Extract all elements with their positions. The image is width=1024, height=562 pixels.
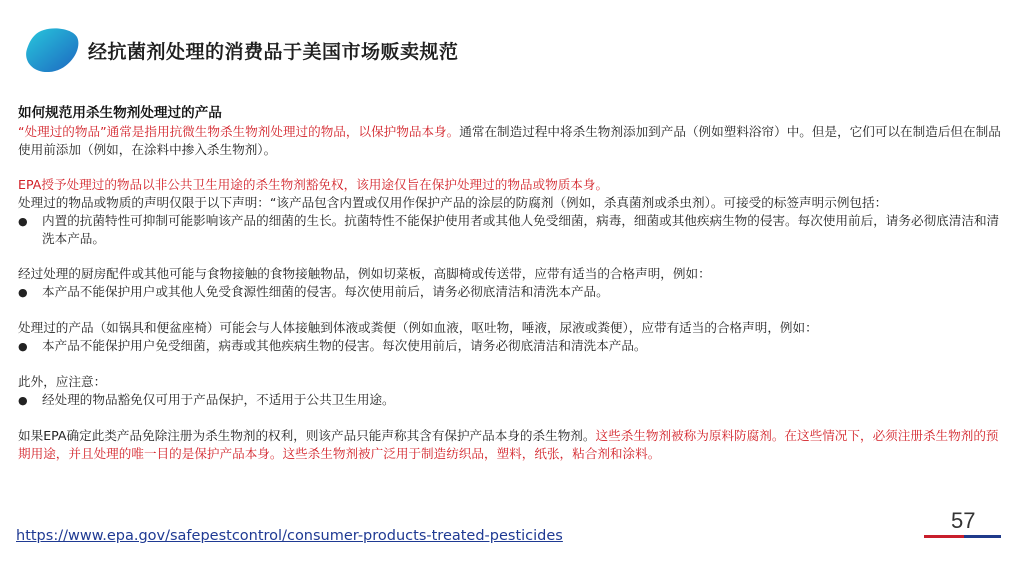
paragraph-definition [18, 123, 1008, 159]
section-heading: 如何规范用杀生物剂处理过的产品 [18, 105, 222, 121]
blob-logo-icon [25, 27, 79, 73]
paragraph-body-contact: 处理过的产品（如锅具和便盆座椅）可能会与人体接触到体液或粪便（例如血液，呕吐物，唾液，尿液或粪便），应带有适当的合格声明，例如： [18, 320, 818, 335]
paragraph-note: 此外，应注意： [18, 374, 107, 389]
bullet-text: 本产品不能保护用户免受细菌，病毒或其他疾病生物的侵害。每次使用前后，请务必彻底清洁和清洗本产品。 [42, 338, 647, 353]
document-body [18, 104, 1008, 463]
bullet-item [18, 337, 1008, 356]
bullet-item [18, 391, 1008, 410]
body-text: 如果EPA确定此类产品免除注册为杀生物剂的权利，则该产品只能声称其含有保护产品本身的杀生物剂。 [18, 428, 596, 443]
bullet-icon: ● [18, 340, 28, 353]
paragraph-food-contact: 经过处理的厨房配件或其他可能与食物接触的食物接触物品，例如切菜板，高脚椅或传送带，应带有适当的合格声明，例如： [18, 266, 711, 281]
paragraph-exemption: EPA授予处理过的物品以非公共卫生用途的杀生物剂豁免权，该用途仅旨在保护处理过的物品或物质本身。 [18, 177, 609, 192]
bullet-text: 本产品不能保护用户或其他人免受食源性细菌的侵害。每次使用前后，请务必彻底清洁和清洗本产品。 [42, 284, 609, 299]
page-title: 经抗菌剂处理的消费品于美国市场贩卖规范 [88, 41, 459, 63]
bullet-icon: ● [18, 394, 28, 407]
highlight-text: 这些杀生物剂被称为原料防腐剂。在这些情况下，必须注册杀生物剂的预期用途，并且处理的唯一目的是保护产品本身。这些杀生物剂被广泛用于制造纺织品，塑料，纸张，粘合剂和涂料。 [18, 428, 999, 461]
bullet-icon: ● [18, 215, 28, 228]
body-text: 通常在制造过程中将杀生物剂添加到产品（例如塑料浴帘）中。但是，它们可以在制造后但在制品使用前添加（例如，在涂料中掺入杀生物剂）。 [18, 124, 1001, 157]
source-link[interactable]: https://www.epa.gov/safepestcontrol/consumer-products-treated-pesticides [16, 528, 563, 544]
bullet-item [18, 283, 1008, 302]
paragraph-preservatives [18, 427, 1008, 463]
bullet-text: 内置的抗菌特性可抑制可能影响该产品的细菌的生长。抗菌特性不能保护使用者或其他人免受细菌，病毒，细菌或其他疾病生物的侵害。每次使用前后，请务必彻底清洁和清洗本产品。 [42, 213, 1000, 246]
footer-accent-bar-blue [964, 535, 1001, 538]
highlight-text: “处理过的物品”通常是指用抗微生物杀生物剂处理过的物品，以保护物品本身。 [18, 124, 460, 139]
paragraph-claims: 处理过的物品或物质的声明仅限于以下声明：“该产品包含内置或仅用作保护产品的涂层的防腐剂（例如，杀真菌剂或杀虫剂）。可接受的标签声明示例包括： [18, 195, 888, 210]
footer-accent-bar-red [924, 535, 964, 538]
bullet-icon: ● [18, 286, 28, 299]
bullet-item [18, 212, 1008, 248]
bullet-text: 经处理的物品豁免仅可用于产品保护，不适用于公共卫生用途。 [42, 392, 395, 407]
page-number: 57 [951, 508, 976, 533]
